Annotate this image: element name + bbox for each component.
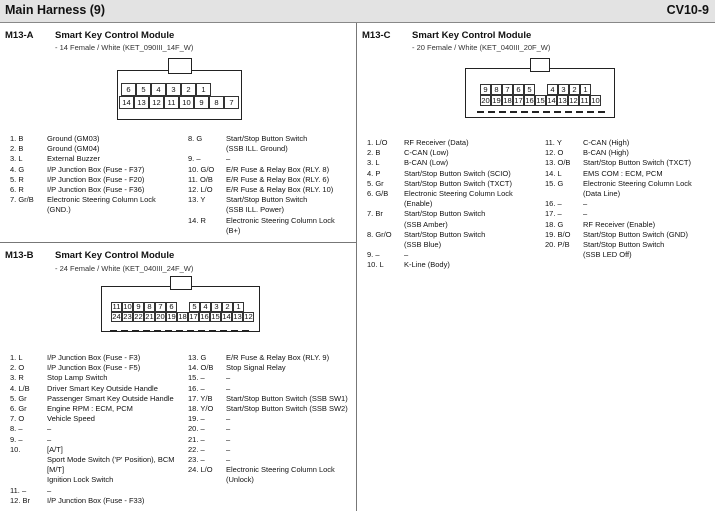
pin-cell: 13 bbox=[134, 96, 149, 109]
pin-description: Electronic Steering Column Lock (Unlock) bbox=[226, 465, 335, 485]
pin-cell: 18 bbox=[503, 96, 512, 105]
pin-description: C-CAN (High) bbox=[583, 138, 630, 147]
pin-list-m13a-right bbox=[188, 134, 335, 236]
pin-number: 16. – bbox=[545, 199, 562, 209]
pin-description: Start/Stop Button Switch (SSB ILL. Ground) bbox=[226, 134, 308, 154]
pin-description: I/P Junction Box (Fuse - F3) bbox=[47, 353, 141, 362]
pin-description: I/P Junction Box (Fuse - F36) bbox=[47, 185, 145, 195]
page-header bbox=[0, 0, 715, 23]
pin-list-m13c-right bbox=[545, 138, 692, 260]
pin-entry bbox=[188, 363, 348, 373]
pin-number: 9. – bbox=[10, 434, 23, 444]
pin-number: 4. L/B bbox=[10, 383, 30, 393]
pin-cell: 16 bbox=[525, 96, 534, 105]
terminal-marker bbox=[576, 111, 583, 113]
pin-entry bbox=[545, 220, 692, 230]
pin-number: 6. Gr bbox=[10, 404, 27, 414]
pin-entry bbox=[188, 165, 335, 175]
pin-cell: 4 bbox=[200, 302, 211, 312]
pin-entry bbox=[188, 435, 348, 445]
pin-entry bbox=[188, 465, 348, 485]
pin-cell: 14 bbox=[547, 96, 556, 105]
pin-number: 10. L bbox=[367, 260, 384, 270]
pin-cell: 12 bbox=[244, 312, 253, 321]
terminal-marker bbox=[543, 111, 550, 113]
connector-latch bbox=[170, 276, 192, 290]
pin-cell: 8 bbox=[209, 96, 224, 109]
pin-entry bbox=[545, 179, 692, 199]
pin-entry bbox=[188, 154, 335, 164]
pin-entry bbox=[10, 165, 156, 175]
pin-entry bbox=[545, 199, 692, 209]
pin-number: 6. R bbox=[10, 185, 24, 195]
pin-number: 12. O bbox=[545, 148, 564, 158]
pin-entry bbox=[367, 158, 513, 168]
pin-description: Electronic Steering Column Lock (Data Line) bbox=[583, 178, 692, 199]
pin-cell: 1 bbox=[233, 302, 244, 312]
pin-entry bbox=[10, 154, 156, 164]
pin-number: 17. Y/B bbox=[188, 393, 213, 403]
pin-cell: 19 bbox=[492, 96, 501, 105]
pin-cell: 3 bbox=[558, 84, 569, 95]
pin-number: 18. G bbox=[545, 219, 564, 229]
pin-description: Start/Stop Button Switch (SSB Amber) bbox=[404, 209, 486, 229]
pin-cell: 14 bbox=[222, 312, 231, 321]
pin-number: 1. B bbox=[10, 134, 24, 143]
pin-description: Electronic Steering Column Lock (GND.) bbox=[47, 195, 156, 215]
pin-entry bbox=[188, 445, 348, 455]
pin-entry bbox=[545, 138, 692, 148]
pin-description: RF Receiver (Data) bbox=[404, 138, 469, 147]
pin-entry bbox=[367, 169, 513, 179]
pin-number: 13. Y bbox=[188, 195, 206, 205]
pin-cell: 11 bbox=[164, 96, 179, 109]
pin-cell: 7 bbox=[155, 302, 166, 312]
page-title: Main Harness (9) bbox=[5, 3, 106, 17]
terminal-marker bbox=[165, 330, 172, 332]
connector-latch bbox=[530, 58, 550, 72]
pin-entry bbox=[10, 435, 175, 445]
pin-number: 7. Gr/B bbox=[10, 195, 34, 205]
pin-list-m13a-left bbox=[10, 134, 156, 216]
pin-description: Passenger Smart Key Outside Handle bbox=[47, 393, 174, 403]
pin-description: K-Line (Body) bbox=[404, 260, 450, 270]
pin-description: I/P Junction Box (Fuse - F20) bbox=[47, 174, 145, 184]
pin-entry bbox=[188, 394, 348, 404]
page-code: CV10-9 bbox=[666, 3, 709, 17]
pin-number: 8. Gr/O bbox=[367, 229, 392, 239]
pin-description: Start/Stop Button Switch (SSB SW2) bbox=[226, 404, 348, 414]
terminal-marker bbox=[554, 111, 561, 113]
pin-entry bbox=[10, 363, 175, 373]
terminal-marker bbox=[510, 111, 517, 113]
pin-description: Start/Stop Button Switch (TXCT) bbox=[404, 178, 512, 188]
pin-description: RF Receiver (Enable) bbox=[583, 219, 656, 229]
pin-cell: 20 bbox=[156, 312, 165, 321]
pin-description: E/R Fuse & Relay Box (RLY. 6) bbox=[226, 174, 330, 184]
pin-number: 15. G bbox=[545, 178, 564, 188]
pin-entry bbox=[188, 455, 348, 465]
pin-number: 16. – bbox=[188, 383, 205, 393]
terminal-marker bbox=[532, 111, 539, 113]
pin-description: Engine RPM : ECM, PCM bbox=[47, 404, 133, 414]
pin-description: – bbox=[404, 250, 409, 260]
column-divider bbox=[356, 23, 357, 511]
terminal-marker bbox=[488, 111, 495, 113]
pin-description: [A/T] Sport Mode Switch ('P' Position), BCM [M/T] Ignition Lock Switch bbox=[47, 444, 175, 485]
pin-cell: 17 bbox=[514, 96, 523, 105]
pin-list-m13c-left bbox=[367, 138, 513, 271]
pin-entry bbox=[188, 414, 348, 424]
pin-number: 11. – bbox=[10, 485, 27, 495]
module-subtitle-m13b: - 24 Female / White (KET_040III_24F_W) bbox=[55, 264, 194, 273]
pin-description: Stop Signal Relay bbox=[226, 363, 286, 373]
pin-number: 6. G/B bbox=[367, 189, 389, 199]
pin-list-m13b-right bbox=[188, 353, 348, 486]
pin-entry bbox=[367, 179, 513, 189]
pin-entry bbox=[545, 158, 692, 168]
pin-number: 17. – bbox=[545, 209, 562, 219]
pin-number: 20. – bbox=[188, 424, 205, 434]
pin-description: I/P Junction Box (Fuse - F5) bbox=[47, 363, 141, 373]
pin-description: – bbox=[226, 383, 231, 393]
pin-cell: 5 bbox=[189, 302, 200, 312]
pin-number: 7. Br bbox=[367, 209, 383, 219]
pin-number: 2. B bbox=[367, 148, 381, 158]
pin-number: 2. O bbox=[10, 363, 25, 373]
terminal-marker bbox=[598, 111, 605, 113]
pin-number: 9. – bbox=[188, 154, 201, 164]
pin-description: – bbox=[226, 154, 231, 164]
pin-description: Start/Stop Button Switch (SSB Blue) bbox=[404, 229, 486, 250]
pin-number: 11. O/B bbox=[188, 174, 213, 184]
pin-entry bbox=[545, 209, 692, 219]
pin-entry bbox=[10, 144, 156, 154]
pin-cell: 12 bbox=[569, 96, 578, 105]
pin-entry bbox=[188, 404, 348, 414]
module-id-m13b: M13-B bbox=[5, 250, 34, 261]
pin-description: B-CAN (High) bbox=[583, 148, 629, 158]
pin-number: 19. B/O bbox=[545, 229, 571, 239]
pin-description: – bbox=[226, 444, 231, 454]
pin-number: 4. G bbox=[10, 164, 25, 174]
module-title-m13c: Smart Key Control Module bbox=[412, 30, 532, 41]
pin-description: E/R Fuse & Relay Box (RLY. 9) bbox=[226, 353, 330, 362]
pin-number: 1. L bbox=[10, 353, 23, 362]
pin-description: – bbox=[583, 209, 588, 219]
pin-number: 10. G/O bbox=[188, 164, 215, 174]
pin-cell: 22 bbox=[134, 312, 143, 321]
pin-number: 14. O/B bbox=[188, 363, 214, 373]
pin-description: E/R Fuse & Relay Box (RLY. 10) bbox=[226, 185, 334, 195]
pin-description: Start/Stop Button Switch (SCIO) bbox=[404, 168, 511, 178]
pin-cell: 18 bbox=[178, 312, 187, 321]
pin-cell: 9 bbox=[133, 302, 144, 312]
pin-cell: 10 bbox=[179, 96, 194, 109]
pin-number: 10. bbox=[10, 444, 21, 454]
pin-number: 1. L/O bbox=[367, 138, 388, 147]
terminal-marker bbox=[110, 330, 117, 332]
pin-description: – bbox=[226, 424, 231, 434]
pin-number: 9. – bbox=[367, 250, 380, 260]
pin-description: External Buzzer bbox=[47, 154, 100, 164]
pin-cell: 5 bbox=[524, 84, 535, 95]
pin-cell: 15 bbox=[211, 312, 220, 321]
pin-entry bbox=[10, 496, 175, 506]
pin-entry bbox=[10, 195, 156, 215]
terminal-marker bbox=[143, 330, 150, 332]
pin-description: Start/Stop Button Switch (SSB SW1) bbox=[226, 393, 348, 403]
pin-cell: 24 bbox=[112, 312, 121, 321]
module-subtitle-m13c: - 20 Female / White (KET_040III_20F_W) bbox=[412, 43, 551, 52]
pin-description: – bbox=[226, 455, 231, 465]
section-divider bbox=[0, 242, 356, 243]
pin-number: 23. – bbox=[188, 455, 205, 465]
pin-entry bbox=[188, 175, 335, 185]
pin-cell: 9 bbox=[194, 96, 209, 109]
pin-number: 24. L/O bbox=[188, 465, 213, 475]
module-title-m13a: Smart Key Control Module bbox=[55, 30, 175, 41]
pin-cell: 2 bbox=[222, 302, 233, 312]
pin-description: Electronic Steering Column Lock (Enable) bbox=[404, 189, 513, 209]
pin-cell: 19 bbox=[167, 312, 176, 321]
pin-description: Ground (GM03) bbox=[47, 134, 100, 143]
pin-entry bbox=[367, 250, 513, 260]
pin-entry bbox=[10, 486, 175, 496]
pin-cell: 6 bbox=[166, 302, 177, 312]
pin-cell: 8 bbox=[491, 84, 502, 95]
terminal-marker bbox=[231, 330, 238, 332]
pin-number: 13. O/B bbox=[545, 158, 571, 168]
pin-list-m13b-left bbox=[10, 353, 175, 506]
pin-cell: 14 bbox=[119, 96, 134, 109]
pin-entry bbox=[10, 394, 175, 404]
pin-entry bbox=[188, 353, 348, 363]
pin-description: – bbox=[47, 424, 52, 434]
pin-cell: 17 bbox=[189, 312, 198, 321]
pin-cell: 13 bbox=[233, 312, 242, 321]
pin-cell: 21 bbox=[145, 312, 154, 321]
pin-entry bbox=[367, 209, 513, 229]
pin-cell: 9 bbox=[480, 84, 491, 95]
pin-number: 5. R bbox=[10, 174, 24, 184]
terminal-marker bbox=[209, 330, 216, 332]
pin-cell: 11 bbox=[112, 302, 121, 311]
pin-number: 20. P/B bbox=[545, 240, 570, 250]
pin-description: Electronic Steering Column Lock (B+) bbox=[226, 215, 335, 235]
pin-number: 14. R bbox=[188, 215, 206, 225]
pin-description: – bbox=[583, 199, 588, 209]
pin-entry bbox=[10, 185, 156, 195]
pin-cell: 7 bbox=[224, 96, 239, 109]
pin-cell: 2 bbox=[569, 84, 580, 95]
pin-number: 7. O bbox=[10, 414, 25, 424]
pin-number: 2. B bbox=[10, 144, 24, 154]
pin-entry bbox=[188, 195, 335, 215]
pin-cell: 1 bbox=[196, 83, 211, 96]
pin-number: 12. L/O bbox=[188, 185, 213, 195]
pin-entry bbox=[10, 373, 175, 383]
pin-entry bbox=[367, 189, 513, 209]
pin-description: Driver Smart Key Outside Handle bbox=[47, 383, 158, 393]
pin-entry bbox=[367, 230, 513, 250]
pin-entry bbox=[545, 240, 692, 260]
pin-number: 19. – bbox=[188, 414, 205, 424]
pin-entry bbox=[10, 445, 175, 486]
pin-description: C-CAN (Low) bbox=[404, 148, 449, 158]
pin-cell: 1 bbox=[580, 84, 591, 95]
pin-cell: 6 bbox=[513, 84, 524, 95]
pin-description: – bbox=[226, 373, 231, 383]
pin-entry bbox=[10, 404, 175, 414]
pin-description: Start/Stop Button Switch (SSB LED Off) bbox=[583, 240, 665, 260]
pin-cell: 23 bbox=[123, 312, 132, 321]
pin-description: Ground (GM04) bbox=[47, 144, 100, 154]
pin-entry bbox=[188, 373, 348, 383]
pin-cell: 4 bbox=[547, 84, 558, 95]
pin-cell: 13 bbox=[558, 96, 567, 105]
pin-entry bbox=[188, 424, 348, 434]
pin-cell: 10 bbox=[123, 302, 132, 311]
pin-description: I/P Junction Box (Fuse - F37) bbox=[47, 164, 145, 174]
terminal-marker bbox=[132, 330, 139, 332]
pin-entry bbox=[10, 353, 175, 363]
terminal-marker bbox=[176, 330, 183, 332]
pin-entry bbox=[545, 148, 692, 158]
pin-cell: 2 bbox=[181, 83, 196, 96]
pin-description: Start/Stop Button Switch (SSB ILL. Power) bbox=[226, 195, 308, 215]
terminal-marker bbox=[521, 111, 528, 113]
pin-description: EMS COM : ECM, PCM bbox=[583, 168, 663, 178]
pin-entry bbox=[188, 216, 335, 236]
module-title-m13b: Smart Key Control Module bbox=[55, 250, 175, 261]
pin-description: E/R Fuse & Relay Box (RLY. 8) bbox=[226, 164, 330, 174]
pin-cell: 16 bbox=[200, 312, 209, 321]
pin-entry bbox=[10, 134, 156, 144]
pin-entry bbox=[188, 384, 348, 394]
pin-entry bbox=[367, 138, 513, 148]
pin-number: 3. L bbox=[10, 154, 23, 164]
pin-description: Start/Stop Button Switch (GND) bbox=[583, 229, 689, 239]
module-id-m13c: M13-C bbox=[362, 30, 391, 41]
pin-description: – bbox=[47, 485, 52, 495]
pin-cell: 10 bbox=[591, 96, 600, 105]
module-subtitle-m13a: - 14 Female / White (KET_090III_14F_W) bbox=[55, 43, 194, 52]
pin-number: 22. – bbox=[188, 444, 205, 454]
pin-entry bbox=[188, 185, 335, 195]
terminal-marker bbox=[121, 330, 128, 332]
pin-number: 13. G bbox=[188, 353, 207, 362]
pin-cell: 3 bbox=[166, 83, 181, 96]
pin-description: Vehicle Speed bbox=[47, 414, 95, 424]
pin-number: 12. Br bbox=[10, 495, 31, 505]
terminal-marker bbox=[198, 330, 205, 332]
pin-number: 21. – bbox=[188, 434, 205, 444]
pin-number: 5. Gr bbox=[367, 178, 384, 188]
pin-entry bbox=[10, 384, 175, 394]
terminal-marker bbox=[477, 111, 484, 113]
pin-number: 4. P bbox=[367, 168, 381, 178]
terminal-marker bbox=[187, 330, 194, 332]
pin-number: 3. R bbox=[10, 373, 24, 383]
pin-entry bbox=[367, 260, 513, 270]
pin-entry bbox=[545, 230, 692, 240]
pin-description: – bbox=[226, 434, 231, 444]
pin-description: Start/Stop Button Switch (TXCT) bbox=[583, 158, 691, 168]
pin-cell: 11 bbox=[580, 96, 589, 105]
pin-number: 15. – bbox=[188, 373, 205, 383]
pin-cell: 8 bbox=[144, 302, 155, 312]
terminal-marker bbox=[499, 111, 506, 113]
pin-cell: 20 bbox=[481, 96, 490, 105]
pin-number: 14. L bbox=[545, 168, 562, 178]
pin-cell: 6 bbox=[121, 83, 136, 96]
pin-number: 8. G bbox=[188, 134, 203, 143]
pin-number: 5. Gr bbox=[10, 393, 27, 403]
connector-latch bbox=[168, 58, 192, 74]
pin-number: 18. Y/O bbox=[188, 404, 214, 414]
terminal-marker bbox=[154, 330, 161, 332]
pin-cell: 7 bbox=[502, 84, 513, 95]
module-id-m13a: M13-A bbox=[5, 30, 34, 41]
terminal-marker bbox=[242, 330, 249, 332]
pin-entry bbox=[188, 134, 335, 154]
pin-number: 3. L bbox=[367, 158, 380, 168]
pin-number: 11. Y bbox=[545, 138, 562, 147]
pin-description: Stop Lamp Switch bbox=[47, 373, 108, 383]
pin-entry bbox=[10, 424, 175, 434]
pin-entry bbox=[10, 414, 175, 424]
pin-cell: 4 bbox=[151, 83, 166, 96]
pin-number: 8. – bbox=[10, 424, 23, 434]
pin-cell: 12 bbox=[149, 96, 164, 109]
pin-cell: 5 bbox=[136, 83, 151, 96]
pin-description: I/P Junction Box (Fuse - F33) bbox=[47, 495, 145, 505]
pin-entry bbox=[10, 175, 156, 185]
pin-description: – bbox=[47, 434, 52, 444]
terminal-marker bbox=[565, 111, 572, 113]
pin-cell: 3 bbox=[211, 302, 222, 312]
pin-description: – bbox=[226, 414, 231, 424]
terminal-marker bbox=[220, 330, 227, 332]
pin-entry bbox=[545, 169, 692, 179]
pin-cell: 15 bbox=[536, 96, 545, 105]
terminal-marker bbox=[587, 111, 594, 113]
pin-description: B-CAN (Low) bbox=[404, 158, 449, 168]
pin-entry bbox=[367, 148, 513, 158]
